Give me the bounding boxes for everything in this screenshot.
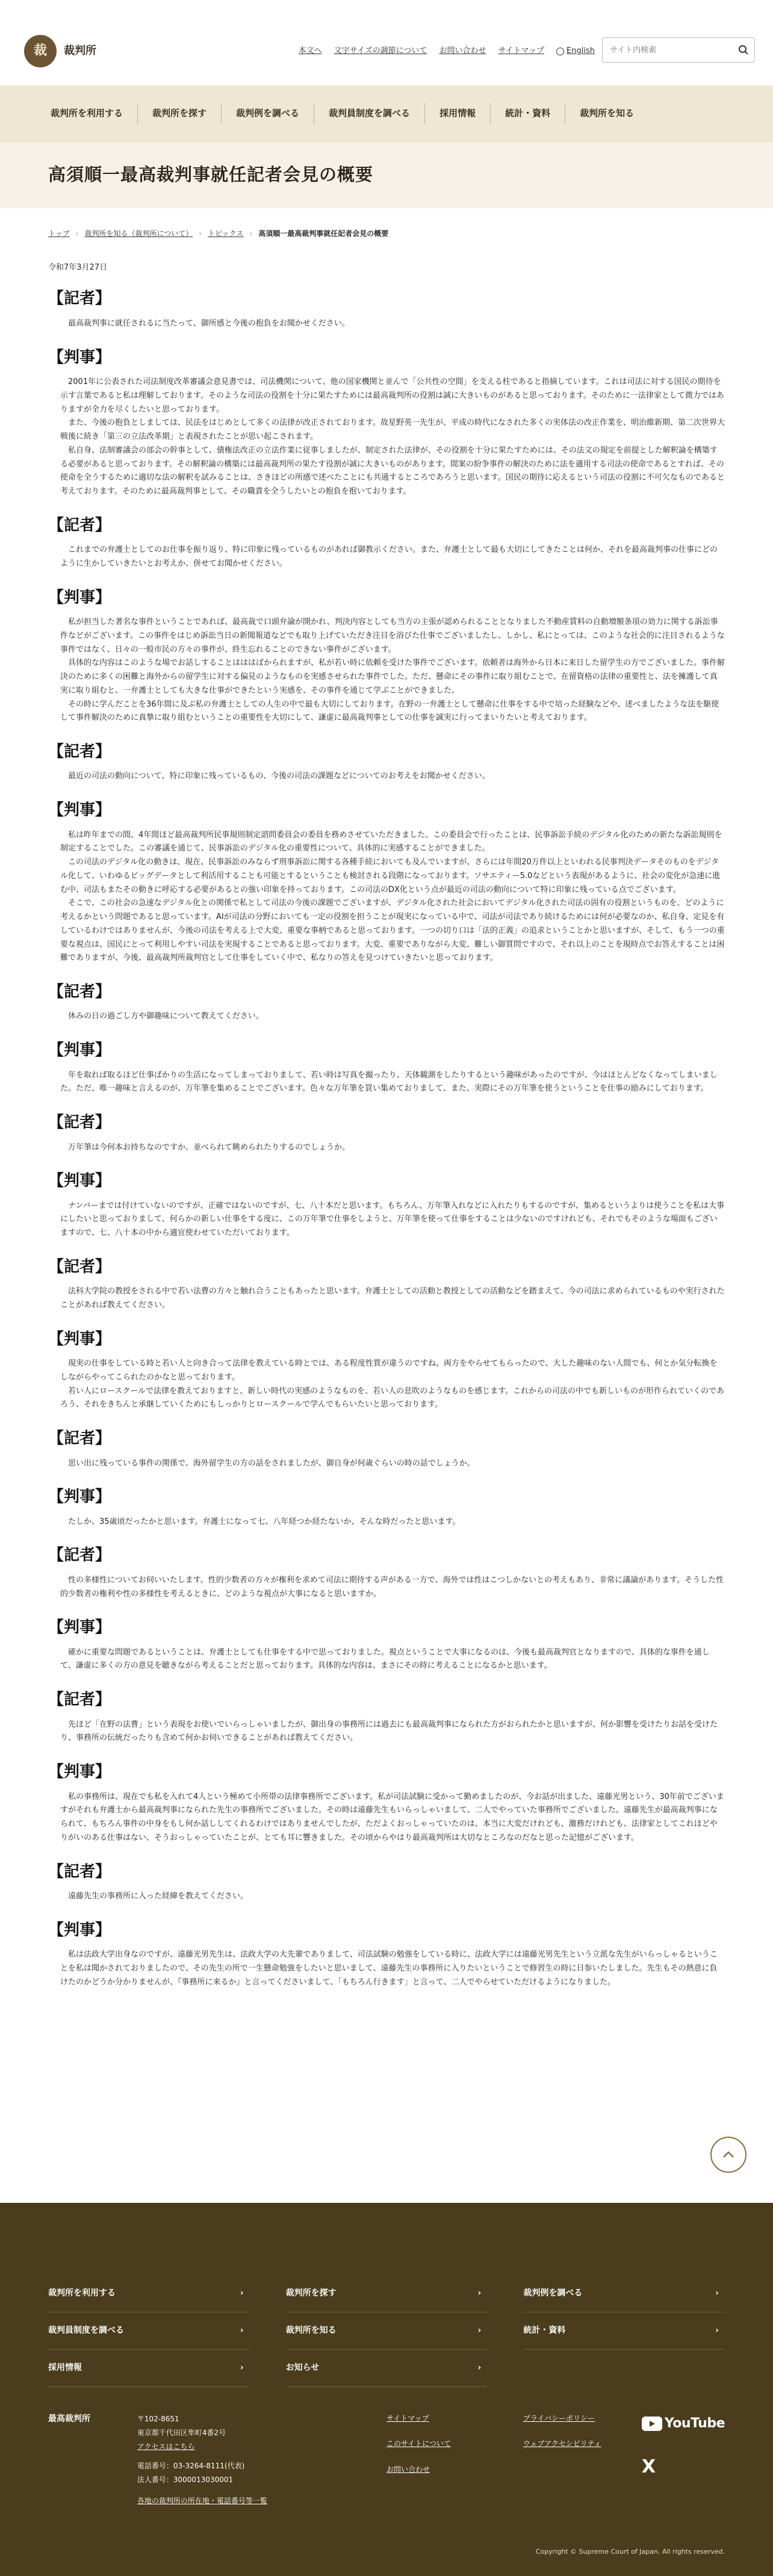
qa-paragraph: これまでの弁護士としてのお仕事を振り返り、特に印象に残っているものがあれば御教示ください。また、弁護士として最も大切にしてきたことは何か、それを最高裁判事の仕事にどのように生かしていきたいとお考えか、併せてお聞かせください。 [60,545,718,568]
justice-heading: 【判事】 [48,1041,111,1060]
footer-nav-label: 採用情報 [48,2362,82,2373]
nav-find-court[interactable]: 裁判所を探す [138,103,222,125]
justice-heading: 【判事】 [48,1763,111,1782]
footer-nav-statistics[interactable] [523,2312,725,2350]
justice-heading: 【判事】 [48,348,111,367]
qa-list [48,288,725,1989]
reporter-heading: 【記者】 [48,289,111,308]
footer-about-site-link[interactable]: このサイトについて [386,2439,451,2448]
qa-body [48,1285,725,1313]
footer-address [137,2412,386,2508]
breadcrumb-separator-icon: › [75,229,79,238]
breadcrumb-topics[interactable]: トピックス [208,229,244,238]
footer-accessibility-link[interactable]: ウェブアクセシビリティ [523,2439,601,2448]
chevron-right-icon: › [240,2362,244,2373]
globe-icon [556,48,564,55]
footer-privacy-link[interactable]: プライバシーポリシー [523,2414,595,2423]
english-label: English [567,46,595,55]
skip-to-content-link[interactable]: 本文へ [298,46,322,55]
chevron-right-icon: › [240,2325,244,2335]
court-locations-link[interactable]: 各地の裁判所の所在地・電話番号等一覧 [137,2496,267,2505]
footer-nav-label: 裁判所を知る [285,2325,337,2335]
footer-nav-find-court[interactable] [286,2275,488,2312]
chevron-right-icon: › [715,2325,719,2335]
search-input[interactable] [603,38,733,62]
address: 東京都千代田区隼町4番2号 [137,2428,226,2437]
site-footer [0,2203,773,2576]
qa-paragraph: この司法のデジタル化の動きは、現在、民事訴訟のみならず刑事訴訟に関する各種手続においても及んでいますが、さらには年間20万件以上といわれる民事判決データそのものをデジタル化して、いわゆるビッグデータとして利活用することも可能とするということも検討される段階になっております。ソサエティー5.0などという表現があるように、社会の変化が急速に進む中、司法もまたその動きに呼応する必要があるとの強い印象を持っております。この司法のDX化という点が最近の司法の動向について特に印象に残っている点でございます。 [60,858,721,894]
nav-statistics[interactable]: 統計・資料 [491,103,565,125]
footer-info [48,2412,725,2508]
qa-paragraph: そこで、この社会の急速なデジタル化との関係で私として司法の今後の課題でございますが、デジタル化された社会においてデジタル化された司法の固有の役割というものを、どのように考えるかという問題であると思っています。AIが司法の分野においても一定の役割を担うことが現実になっている中で、司法が司法であり続けるためには何が必要なのか、私自身、定見を有しているわけではありませんが、今後の司法を考える上で大変、重要な事柄であると思っております。一つの切り口は「法的正義」の追求ということかと思いますが、そして、もう一つの重要な視点は、国民にとって利用しやすい司法を実現することであると思っております。大変、重要でありながら大変、難しい御質問ですので、それ以上のことを現時点でお答えすることは困難でありますが、今後、最高裁判所裁判官として仕事をしていく中で、私なりの答えを見つけていきたいと思っております。 [60,899,725,963]
justice-heading: 【判事】 [48,1921,111,1939]
x-link[interactable] [642,2451,725,2482]
reporter-heading: 【記者】 [48,1257,111,1276]
footer-nav-recruit[interactable] [48,2350,250,2387]
qa-body [48,1141,725,1155]
footer-nav-news[interactable] [286,2350,488,2387]
reporter-heading: 【記者】 [48,1113,111,1132]
chevron-right-icon: › [477,2288,482,2298]
justice-heading: 【判事】 [48,1172,111,1190]
footer-org-name: 最高裁判所 [48,2414,90,2424]
reporter-heading: 【記者】 [48,1862,111,1881]
footer-nav-label: 統計・資料 [523,2325,566,2335]
nav-saibanin[interactable]: 裁判員制度を調べる [314,103,425,125]
reporter-heading: 【記者】 [48,1546,111,1565]
logo-text: 裁判所 [64,44,96,57]
qa-paragraph: 確かに重要な問題であるということは、弁護士としても仕事をする中で思っておりました。視点ということで大事になるのは、今後も最高裁判官となりますので、具体的な事件を通して、謙虚に多くの方の意見を聴きながら考えることだと思っております。具体的な内容は、まさにその時に考えることになるかと思います。 [60,1647,710,1671]
footer-nav-label: 裁判所を利用する [48,2288,116,2298]
footer-nav-label: 裁判員制度を調べる [48,2325,124,2335]
site-search [602,37,755,63]
back-to-top-button[interactable] [710,2137,747,2173]
youtube-link[interactable] [642,2412,725,2435]
qa-body [48,1516,725,1529]
chevron-up-icon [722,2151,734,2158]
main-content [0,240,773,1989]
breadcrumb-current: 高須順一最高裁判事就任記者会見の概要 [258,229,389,238]
qa-paragraph: 最近の司法の動向について、特に印象に残っているもの、今後の司法の課題などについてのお考えをお聞かせください。 [68,772,490,781]
qa-paragraph: 現実の仕事をしている時と若い人と向き合って法律を教えている時とでは、ある程度性質が違うのですね。両方をやらせてもらったので、大した趣味のない人間でも、何とか気分転換をしながらやってこられたのかなと思っております。 [60,1359,718,1382]
footer-nav-use-court[interactable] [48,2275,250,2312]
copyright: Copyright © Supreme Court of Japan. All rights reserved. [535,2548,725,2556]
qa-paragraph: 2001年に公表された司法制度改革審議会意見書では、司法機関について、他の国家機関と並んで「公共性の空間」を支える柱であると指摘しています。これは司法に対する国民の期待を示す言葉であると私は理解しております。そのような司法の役割を十分に果たすためには最高裁判所の役割は誠に大きいものがあると思っております。そのために一法律家として微力ではありますが全力を尽くしたいと思っております。 [60,377,724,414]
reporter-heading: 【記者】 [48,1691,111,1709]
justice-heading: 【判事】 [48,588,111,607]
chevron-right-icon: › [477,2325,482,2335]
chevron-right-icon: › [477,2362,482,2373]
qa-paragraph: 私の事務所は、現在でも私を入れて4人という極めて小所帯の法律事務所でございます。私が司法試験に受かって勤めましたのが、今お話が出ました、遠藤光男という、30年前でございますがそれも弁護士から最高裁判事になられた先生の事務所でございました。その時は遠藤先生もいらっしゃいまして、二人でやっていた事務所でございました。遠藤先生が最高裁判事になられて、もちろん事件の中身をもし何か話ししてくれるわけではありませんでしたが、ただよくおっしゃっていたのは、本当に大変だけれども、激務だけれども、法律家としてこれほどやりがいのある仕事はない、そうおっしゃっていたことが、とても耳に響きました。その頃からやはり最高裁判所は大切なところなのだなと思った記憶がございます。 [60,1792,724,1842]
site-logo[interactable] [24,35,96,67]
qa-body [48,317,725,331]
reporter-heading: 【記者】 [48,743,111,761]
justice-heading: 【判事】 [48,1488,111,1506]
breadcrumb [0,208,773,240]
footer-nav-label: お知らせ [285,2362,320,2373]
youtube-icon [642,2417,662,2431]
publish-date: 令和7年3月27日 [48,263,108,273]
page-title: 高須順一最高裁判事就任記者会見の概要 [48,164,374,185]
footer-links-2 [523,2412,642,2508]
qa-paragraph: 年を取れば取るほど仕事ばかりの生活になってしまっておりまして、若い時は写真を撮ったり、天体観測をしたりするという趣味があったのですが、今はほとんどなくなってしまいました。ただ、唯一趣味と言えるのが、万年筆を集めることでございます。色々な万年筆を買い集めておりまして、また、実際にその万年筆を使うということを仕事の励みにしております。 [60,1070,718,1094]
footer-nav-label: 裁判例を調べる [523,2288,583,2298]
qa-body [48,1791,725,1845]
qa-paragraph: たしか、35歳頃だったかと思います。弁護士になって七、八年経つか経たないか、そんな時だったと思います。 [68,1517,461,1526]
footer-nav-about[interactable] [286,2312,488,2350]
logo-emblem: 裁 [24,35,57,67]
font-size-link[interactable]: 文字サイズの調節について [334,46,427,55]
qa-paragraph: 思い出に残っている事件の関係で、海外留学生の方の話をされましたが、御自身が何歳ぐらいの時の話でしょうか。 [68,1458,475,1468]
qa-paragraph: 私は法政大学出身なのですが、遠藤光男先生は、法政大学の大先輩でありまして、司法試験の勉強をしている時に、法政大学には遠藤光男先生という立派な先生がいらっしゃるということを私は聞かされておりましたので、その先生の所で一生懸命勉強をしたいと思いまして、遠藤先生の事務所に入りたいということで修習生の時に日参いたしました。先生もその熱意に負けたのかどうか分かりませんが、『事務所に来るか』と言ってくださいまして、「もちろん行きます」と言って、二人でやらせていただけるようになりました。 [60,1950,718,1987]
qa-body [48,1948,725,1989]
qa-body [48,1718,725,1746]
qa-body [48,1890,725,1904]
qa-paragraph: 法科大学院の教授をされる中で若い法曹の方々と触れ合うこともあったと思います。弁護士としての活動と教授としての活動などを踏まえて、今の司法に求められているものや実行されたことがあれば教えてください。 [60,1287,725,1310]
x-icon: X [641,2456,656,2478]
footer-social [642,2412,725,2508]
search-icon[interactable] [733,39,754,61]
qa-body [48,376,725,499]
qa-body [48,1357,725,1412]
utility-links [287,45,595,58]
breadcrumb-separator-icon: › [199,229,202,238]
qa-paragraph: また、今後の抱負としましては、民法をはじめとして多くの法律が改正されております。故星野英一先生が、平成の時代になされた多くの実体法の改正作業を、明治維新期、第二次世界大戦後に続き「第三の立法改革期」と表現されたことが思い起こされます。 [60,418,725,442]
title-band [0,142,773,208]
qa-body [48,1069,725,1097]
footer-nav-label: 裁判所を探す [285,2288,337,2298]
contact-link[interactable]: お問い合わせ [439,46,486,55]
nav-use-court[interactable]: 裁判所を利用する [36,103,138,125]
justice-heading: 【判事】 [48,1618,111,1637]
phone-number: 電話番号：03-3264-8111(代表) [137,2462,245,2471]
qa-body [48,1457,725,1471]
qa-body [48,1010,725,1024]
qa-paragraph: 性の多様性についてお伺いいたします。性的少数者の方々が権利を求めて司法に期待する声がある一方で、海外では性はこつしかないとの考えもあり、非常に議論があります。そうした性的少数者の権利や性の多様性を考えるときに、どのような視点が大事になると思いますか。 [60,1575,724,1599]
breadcrumb-top[interactable]: トップ [48,229,70,238]
qa-body [48,829,725,966]
breadcrumb-about[interactable]: 裁判所を知る（裁判所について） [84,229,193,238]
english-link[interactable] [556,45,595,58]
global-nav [0,85,773,142]
nav-recruit[interactable]: 採用情報 [425,103,491,125]
nav-about[interactable]: 裁判所を知る [580,108,635,119]
reporter-heading: 【記者】 [48,1429,111,1448]
qa-body [48,1200,725,1240]
reporter-heading: 【記者】 [48,516,111,534]
footer-nav [48,2275,725,2387]
qa-paragraph: 私自身、法制審議会の部会の幹事として、債権法改正の立法作業に従事しましたが、制定された法律が、その役割を十分に果たすためには、その法文の規定を前提とした解釈論を構築する必要があると思っております。その解釈論の構築には最高裁判所の果たす役割が誠に大きいものがあります。間案の紛争事件の解決のために法を適用する司法の使命であるとすれば、その使命を全うするために適切な法の解釈を試みることは、さきほどの所感で述べたことにも共通するところであろうと思います。国民の期待に応えるという司法の役割に不可欠なものであると考えております。そのために最高裁判事として、その職責を全うしたいとの抱負を抱いております。 [60,445,725,497]
reporter-heading: 【記者】 [48,983,111,1002]
footer-contact-link[interactable]: お問い合わせ [386,2465,430,2474]
youtube-label: YouTube [664,2416,725,2431]
chevron-right-icon: › [240,2288,244,2298]
qa-paragraph: 遠藤先生の事務所に入った経緯を教えてください。 [68,1891,249,1901]
chevron-right-icon: › [715,2288,719,2298]
qa-paragraph: 万年筆は今何本お持ちなのですか。並べられて眺められたりするのでしょうか。 [68,1142,350,1152]
access-link[interactable]: アクセスはこちら [137,2442,195,2451]
justice-heading: 【判事】 [48,1330,111,1348]
qa-body [48,1646,725,1674]
qa-paragraph: 私は昨年までの間、4年間ほど最高裁判所民事規則制定諮問委員会の委員を務めさせていただきました。この委員会で行ったことは、民事訴訟手続のデジタル化のための新たな訴訟規則を制定することでした。この審議を通じて、民事訴訟のデジタル化の重要性について、具体的に実感することができました。 [60,830,722,853]
breadcrumb-separator-icon: › [249,229,253,238]
footer-links-1 [386,2412,523,2508]
qa-paragraph: ナンバーまでは付けていないのですが、正確ではないのですが、七、八十本だと思います。もちろん、万年筆入れなどに入れたりもするのですが、集めるというよりは使うことを私は大事にしたいと思っておりまして、何らかの新しい仕事をする度に、この万年筆で仕事をしようと、万年筆を使って仕事をすることは少ないのですけれども、それでもそのような場面もございますので、七、八十本の中から適宜使わせていただいております。 [60,1201,725,1238]
qa-body [48,616,725,725]
footer-sitemap-link[interactable]: サイトマップ [386,2414,429,2423]
postal-code: 〒102-8651 [137,2415,179,2423]
qa-body [48,543,725,571]
qa-paragraph: 休みの日の過ごし方や御趣味について教えてください。 [68,1012,264,1021]
footer-nav-case-law[interactable] [523,2275,725,2312]
qa-paragraph: 若い人にロースクールで法律を教えておりますと、新しい時代の実感のようなものを、若い人の息吹のようなものを感じます。これからの司法の中でも新しいものが形作られていくのであろう、それをきちんと承継していくためにもしっかりとロースクールで学んでもらいたいと思っております。 [60,1386,725,1410]
qa-paragraph: 最高裁判事に就任されるに当たって、御所感と今後の抱負をお聞かせください。 [68,318,350,328]
qa-paragraph: 私が担当した著名な事件ということであれば、最高裁で口頭弁論が開かれ、判決内容としても当方の主張が認められることとなりました不動産賃料の自動増額条項の効力に関する訴訟事件などがございます。この事件をはじめ訴訟当日の新聞報道などでも取り上げていただき注目を浴びた仕事でございましたし、しかし、私にとっては、このような社会的に注目されるような事件ではなく、日々の一般市民の方々の事件が、終生忘れることのできない事件がございます。 [60,618,725,654]
nav-case-law[interactable]: 裁判例を調べる [222,103,314,125]
sitemap-link[interactable]: サイトマップ [498,46,545,55]
qa-paragraph: 具体的な内容はこのような場でお話しすることはははばかられますが、私が若い時に依頼を受けた事件でございます。依頼者は海外から日本に来日した留学生の方でございました。事件解決のために多くの困難と海外からの留学生に対する偏見のようなものを実感させられた事件でした。ただ、懸命にその事件に取り組むことで、在留資格の法律の重要性と、法を擁護して真実に取り組むと、一弁護士としても大きな仕事ができたという実感を、その事件を通じて学ぶことができました。 [60,658,725,695]
qa-body [48,1574,725,1602]
qa-body [48,770,725,784]
footer-nav-saibanin[interactable] [48,2312,250,2350]
corporate-number: 法人番号：3000013030001 [137,2475,234,2485]
qa-paragraph: 先ほど「在野の法曹」という表現をお使いでいらっしゃいましたが、御出身の事務所には過去にも最高裁判事になられた方がおられたかと思いますが、何か影響を受けたりお話を受けたり、事務所の伝統だったりも含めて何かお伺いできることがあれば教えてください。 [60,1720,718,1743]
justice-heading: 【判事】 [48,801,111,820]
qa-paragraph: その時に学んだことを36年間に及ぶ私の弁護士としての人生の中で最も大切にしております。在野の一弁護士として懸命に仕事をする中で培った経験などや、述べましたような法を駆使して事件解決のために真摯に取り組むということの重要性を大切にして、謙虚に最高裁判事としての仕事を誠実に行ってまいりたいと考えております。 [60,699,719,723]
site-header [0,0,773,85]
